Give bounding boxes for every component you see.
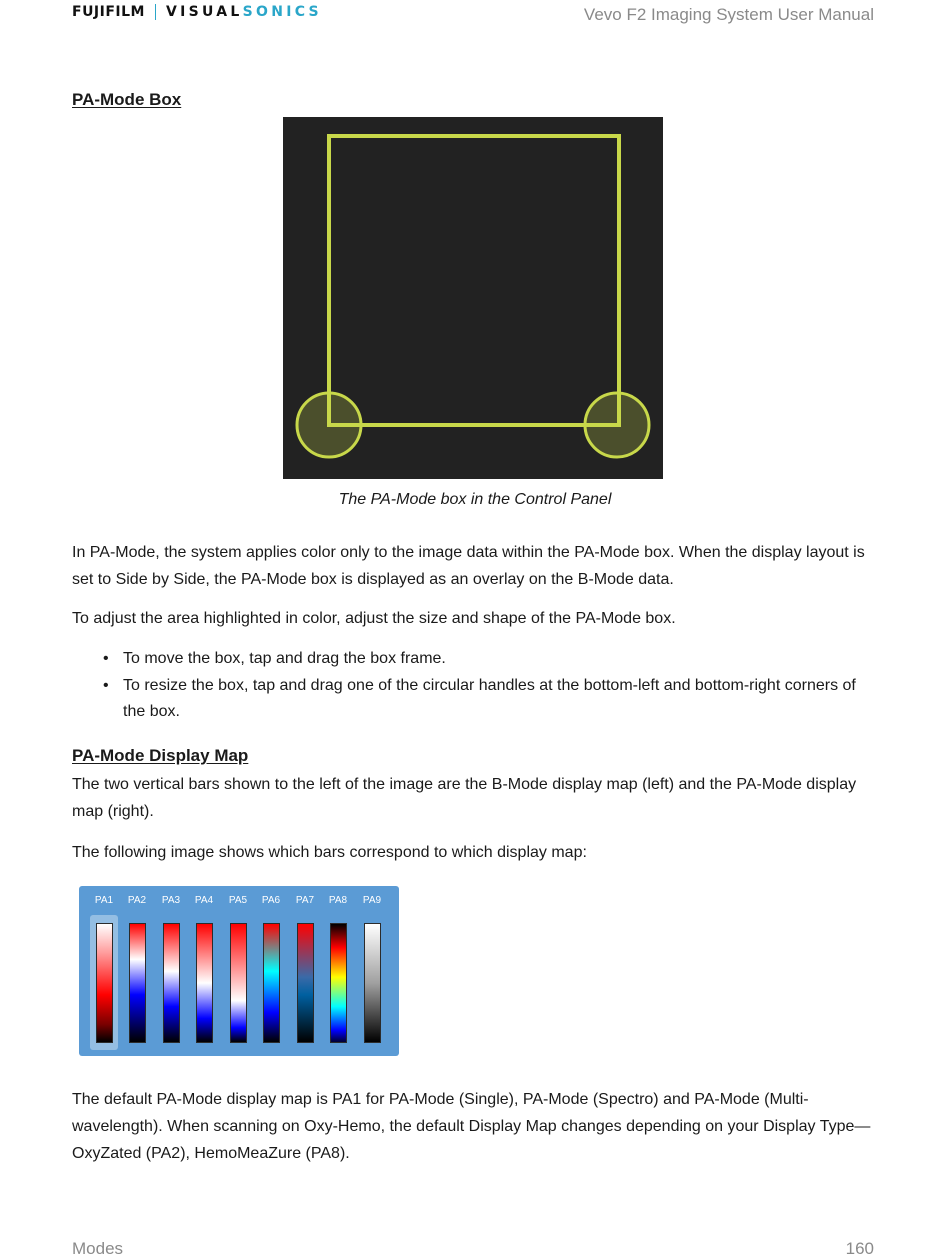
body-paragraph: The two vertical bars shown to the left of the image are the B-Mode display map (left) and the PA-Mode display map (right). <box>72 776 857 820</box>
body-paragraph: The following image shows which bars correspond to which display map: <box>72 844 587 861</box>
display-map-label: PA5 <box>228 895 248 906</box>
body-paragraph: The default PA-Mode display map is PA1 for PA-Mode (Single), PA-Mode (Spectro) and PA-Mode (Multi-wavelength). When scanning on Oxy-Hemo, the default Display Map changes depending on your Display Type—OxyZated (PA2), HemoMeaZure (PA8). <box>72 1091 871 1162</box>
bullet-list <box>72 646 872 726</box>
page-header <box>72 3 874 25</box>
figure-caption: The PA-Mode box in the Control Panel <box>338 491 612 508</box>
display-map-pa2[interactable] <box>121 886 153 1056</box>
display-map-pa1[interactable] <box>88 886 120 1056</box>
display-map-pa3[interactable] <box>155 886 187 1056</box>
bottom-right-resize-handle <box>585 393 649 457</box>
footer-section-name: Modes <box>72 1239 124 1258</box>
pa2-color-bar <box>129 923 146 1043</box>
body-paragraph: In PA-Mode, the system applies color only to the image data within the PA-Mode box. When the display layout is set to Side by Side, the PA-Mode box is displayed as an overlay on the B-Mode data. <box>72 544 865 588</box>
display-map-label: PA3 <box>161 895 181 906</box>
display-map-pa5[interactable] <box>222 886 254 1056</box>
pa6-color-bar <box>263 923 280 1043</box>
section-heading-pa-mode-display-map: PA-Mode Display Map <box>72 746 249 765</box>
pa4-color-bar <box>196 923 213 1043</box>
bullet-item <box>72 646 872 673</box>
bottom-left-resize-handle <box>297 393 361 457</box>
display-map-palette <box>72 880 404 1062</box>
display-map-label: PA7 <box>295 895 315 906</box>
display-map-pa4[interactable] <box>188 886 220 1056</box>
display-map-pa9[interactable] <box>356 886 388 1056</box>
document-title: Vevo F2 Imaging System User Manual <box>583 5 874 24</box>
display-map-label: PA4 <box>194 895 214 906</box>
bullet-icon: • <box>103 676 109 694</box>
pa-mode-box-illustration <box>283 117 663 479</box>
pa1-color-bar <box>96 923 113 1043</box>
display-map-label: PA9 <box>362 895 382 906</box>
pa3-color-bar <box>163 923 180 1043</box>
pa8-color-bar <box>330 923 347 1043</box>
logo-divider <box>155 4 156 20</box>
logo-brand: FUJIFILM <box>72 4 145 20</box>
body-paragraph: To adjust the area highlighted in color, adjust the size and shape of the PA-Mode box. <box>72 610 676 627</box>
display-map-label: PA1 <box>94 895 114 906</box>
display-map-panel <box>79 886 399 1056</box>
display-map-pa8[interactable] <box>322 886 354 1056</box>
bullet-item <box>72 673 872 726</box>
pa5-color-bar <box>230 923 247 1043</box>
pa9-color-bar <box>364 923 381 1043</box>
logo-product-visual: VISUAL <box>165 4 243 20</box>
display-map-pa7[interactable] <box>289 886 321 1056</box>
pa7-color-bar <box>297 923 314 1043</box>
page-number: 160 <box>845 1239 874 1258</box>
bullet-icon: • <box>103 650 109 667</box>
display-map-label: PA6 <box>261 895 281 906</box>
bullet-text: To resize the box, tap and drag one of the circular handles at the bottom-left and bottom-right corners of the box. <box>123 676 856 720</box>
logo-product-sonics: SONICS <box>242 4 322 20</box>
pa-mode-box-frame <box>329 136 619 425</box>
bullet-text: To move the box, tap and drag the box frame. <box>123 650 446 667</box>
display-map-label: PA8 <box>328 895 348 906</box>
section-heading-pa-mode-box: PA-Mode Box <box>72 90 182 109</box>
pa-mode-box-figure <box>283 117 663 479</box>
display-map-pa6[interactable] <box>255 886 287 1056</box>
fujifilm-visualsonics-logo <box>72 3 322 21</box>
display-map-label: PA2 <box>127 895 147 906</box>
